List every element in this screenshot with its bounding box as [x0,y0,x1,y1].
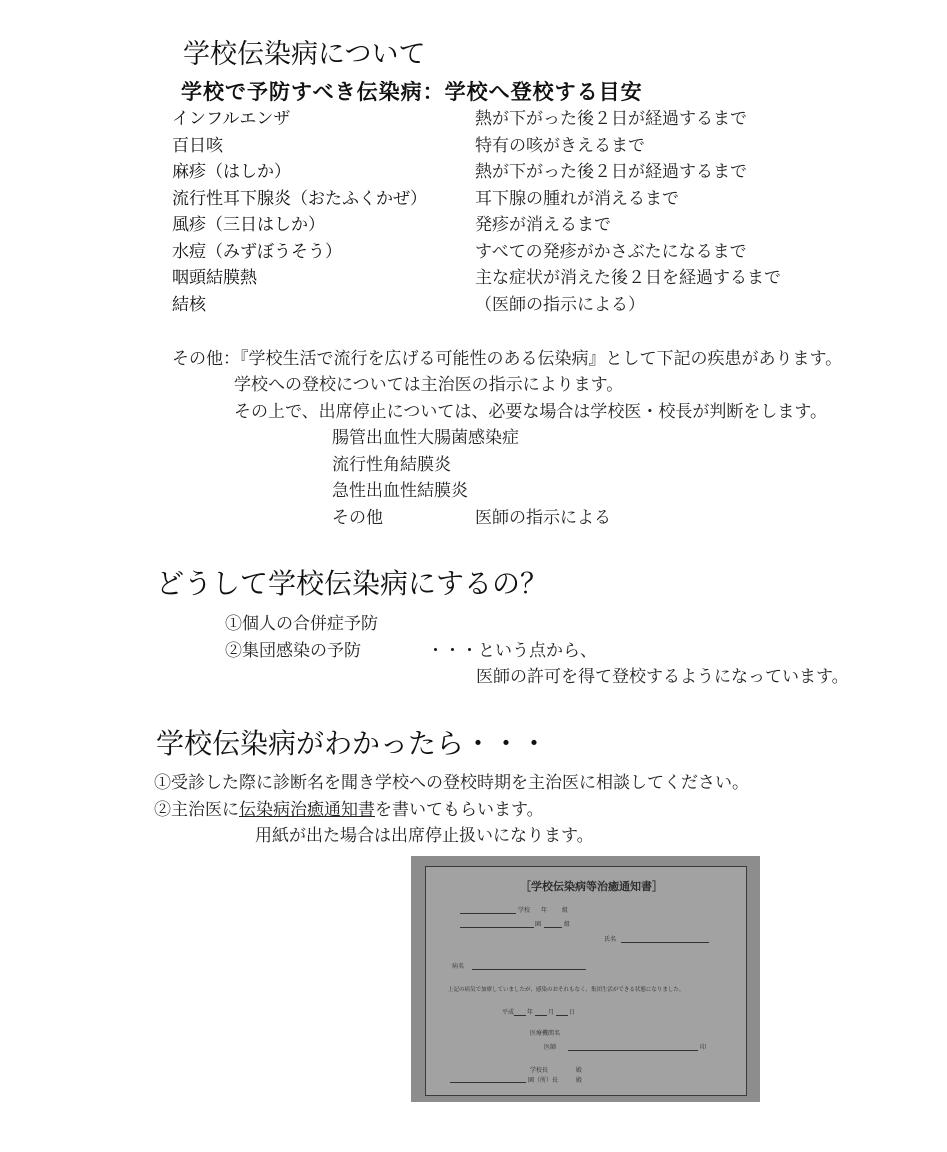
disease-criterion: 熱が下がった後２日が経過するまで [475,109,747,129]
other-intro: その他：『学校生活で流行を広げる可能性のある伝染病』として下記の疾患があります。 [172,349,843,369]
disease-name: 百日咳 [172,136,223,156]
form-title: ［学校伝染病等治癒通知書］ [520,880,663,893]
form-director: 園（所）長 [528,1077,559,1084]
why-point: ②集団感染の予防 [225,641,361,661]
form-month: 月 [548,1009,555,1016]
form-name-line [621,942,709,943]
form-line [450,1082,526,1083]
table-header: 学校で予防すべき伝染病：学校へ登校する目安 [181,80,643,104]
form-line [460,927,534,928]
page-title: 学校伝染病について [183,39,426,70]
form-disease-label: 病名 [452,963,465,970]
form-line [460,913,516,914]
other-item: その他 [332,508,383,528]
certificate-form-paper [425,866,747,1096]
step-2-suffix: を書いてもらいます。 [375,800,544,820]
disease-name: 水痘（みずぼうそう） [172,242,342,262]
disease-name: 流行性耳下腺炎（おたふくかぜ） [172,189,427,209]
disease-criterion: すべての発疹がかさぶたになるまで [475,242,747,262]
certificate-name: 伝染病治癒通知書 [239,800,375,820]
why-because: ・・・という点から、 [427,641,597,661]
disease-criterion: 主な症状が消えた後２日を経過するまで [475,268,781,288]
form-class-label: 組 [562,907,569,914]
form-line [544,927,562,928]
disease-criterion: 特有の咳がきえるまで [475,136,645,156]
form-doctor-line [568,1050,698,1051]
form-doctor: 医師 [544,1044,557,1051]
disease-criterion: 耳下腺の腫れが消えるまで [475,189,679,209]
step-1: ①受診した際に診断名を聞き学校への登校時期を主治医に相談してください。 [154,773,749,793]
form-seal: 印 [700,1044,707,1051]
other-note: その上で、出席停止については、必要な場合は学校医・校長が判断をします。 [234,402,827,422]
form-era: 平成 [502,1009,515,1016]
step-2 [154,795,544,820]
disease-name: 風疹（三日はしか） [172,215,325,235]
other-note: 学校への登校については主治医の指示によります。 [234,375,624,395]
form-principal-to: 殿 [576,1067,583,1074]
disease-criterion: （医師の指示による） [475,295,645,315]
step-2-prefix: ②主治医に [154,800,239,820]
form-school-label: 学校 [518,907,531,914]
disease-criterion: 熱が下がった後２日が経過するまで [475,162,747,182]
disease-name: 咽頭結膜熱 [172,268,257,288]
step-2-note: 用紙が出た場合は出席停止扱いになります。 [255,826,594,846]
form-class-label: 組 [564,921,571,928]
form-principal: 学校長 [530,1067,549,1074]
why-heading: どうして学校伝染病にするの？ [156,567,549,600]
form-line [535,1015,547,1016]
disease-criterion: 発疹が消えるまで [475,215,611,235]
form-grade-label: 年 [541,907,548,914]
disease-name: 麻疹（はしか） [172,162,291,182]
certificate-form-image [411,856,760,1102]
other-item-note: 医師の指示による [475,508,611,528]
why-point: ①個人の合併症予防 [225,614,378,634]
other-item: 急性出血性結膜炎 [332,481,468,501]
why-conclusion: 医師の許可を得て登校するようになっています。 [476,667,849,687]
form-kindergarten-label: 園 [535,921,542,928]
disease-name: 結核 [172,295,206,315]
other-item: 流行性角結膜炎 [332,455,451,475]
form-day: 日 [569,1009,576,1016]
form-year: 年 [527,1009,534,1016]
form-statement: 上記の病気で加療していましたが、感染のおそれもなく、集団生活ができる状態になりました。 [448,987,685,993]
form-name-label: 氏名 [604,936,617,943]
disease-name: インフルエンザ [172,109,291,129]
form-line [556,1015,568,1016]
form-line [514,1015,526,1016]
form-director-to: 殿 [576,1077,583,1084]
other-item: 腸管出血性大腸菌感染症 [332,428,519,448]
form-institution: 医療機関名 [530,1030,561,1037]
if-found-heading: 学校伝染病がわかったら・・・ [156,727,549,760]
form-disease-line [472,969,586,970]
